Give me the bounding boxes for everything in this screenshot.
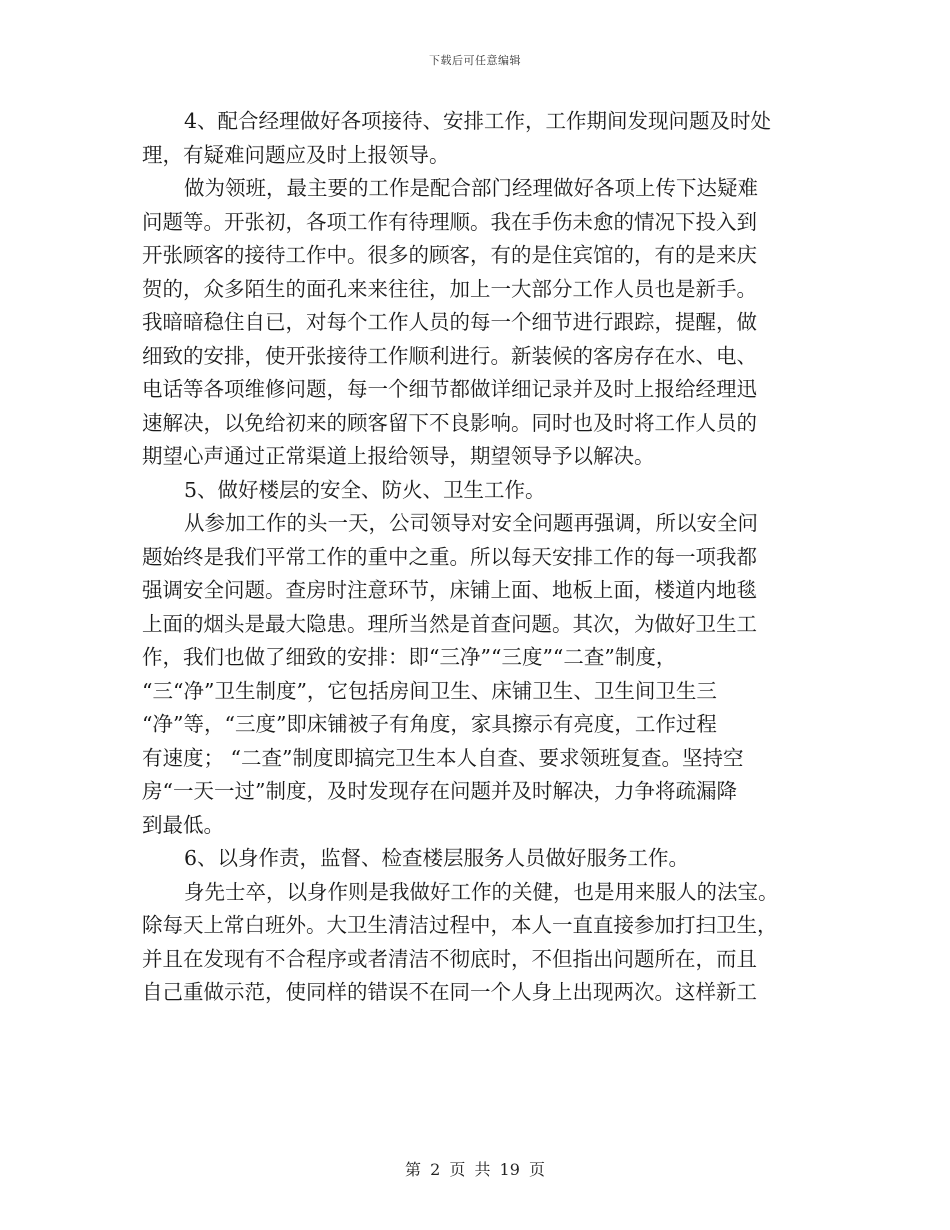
text-line: 题始终是我们平常工作的重中之重。所以每天安排工作的每一项我都 bbox=[142, 544, 757, 569]
text-line: 从参加工作的头一天，公司领导对安全问题再强调，所以安全问 bbox=[184, 511, 758, 535]
text-line: “三“净”卫生制度”，它包括房间卫生、床铺卫生、卫生间卫生三 bbox=[142, 678, 717, 703]
text-line: 速解决，以免给初来的顾客留下不良影响。同时也及时将工作人员的 bbox=[142, 410, 757, 435]
text-line: 除每天上常白班外。大卫生清洁过程中，本人一直直接参加打扫卫生， bbox=[142, 913, 778, 937]
text-line: 房“一天一过”制度，及时发现存在问题并及时解决，力争将疏漏降 bbox=[142, 779, 737, 803]
text-line: 上面的烟头是最大隐患。理所当然是首查问题。其次，为做好卫生工 bbox=[142, 611, 757, 636]
text-line: 期望心声通过正常渠道上报给领导，期望领导予以解决。 bbox=[142, 444, 655, 468]
text-line: 身先士卒，以身作则是我做好工作的关健，也是用来服人的法宝。 bbox=[184, 879, 779, 904]
text-line: 开张顾客的接待工作中。很多的顾客，有的是住宾馆的，有的是来庆 bbox=[142, 243, 757, 267]
text-line: 做为领班，最主要的工作是配合部门经理做好各项上传下达疑难 bbox=[184, 176, 758, 200]
text-line: 到最低。 bbox=[142, 812, 224, 837]
text-line: “净”等，“三度”即床铺被子有角度，家具擦示有亮度，工作过程 bbox=[142, 712, 717, 736]
text-line: 作，我们也做了细致的安排：即“三净”“三度”“二查”制度， bbox=[142, 645, 677, 669]
text-line: 理，有疑难问题应及时上报领导。 bbox=[142, 142, 450, 167]
text-line: 贺的，众多陌生的面孔来来往往，加上一大部分工作人员也是新手。 bbox=[142, 276, 757, 301]
text-line: 4、配合经理做好各项接待、安排工作，工作期间发现问题及时处 bbox=[184, 109, 772, 133]
text-line: 5、做好楼层的安全、防火、卫生工作。 bbox=[184, 477, 546, 502]
text-line: 强调安全问题。查房时注意环节，床铺上面、地板上面，楼道内地毯 bbox=[142, 578, 757, 602]
text-line: 有速度； “二查”制度即搞完卫生本人自查、要求领班复查。坚持空 bbox=[142, 745, 744, 770]
text-line: 细致的安排，使开张接待工作顺利进行。新装候的客房存在水、电、 bbox=[142, 343, 757, 368]
text-line: 电话等各项维修问题，每一个细节都做详细记录并及时上报给经理迅 bbox=[142, 377, 757, 401]
page-footer: 第 2 页 共 19 页 bbox=[405, 1160, 545, 1179]
text-line: 6、以身作责，监督、检查楼层服务人员做好服务工作。 bbox=[184, 846, 690, 870]
page-header: 下载后可任意编辑 bbox=[429, 54, 521, 67]
text-line: 我暗暗稳住自已，对每个工作人员的每一个细节进行跟踪，提醒，做 bbox=[142, 310, 757, 334]
text-line: 问题等。开张初，各项工作有待理顺。我在手伤未愈的情况下投入到 bbox=[142, 209, 757, 234]
document-body bbox=[142, 105, 806, 1010]
text-line: 并且在发现有不合程序或者清洁不彻底时，不但指出问题所在，而且 bbox=[142, 946, 757, 971]
text-line: 自己重做示范，使同样的错误不在同一个人身上出现两次。这样新工 bbox=[142, 980, 757, 1004]
